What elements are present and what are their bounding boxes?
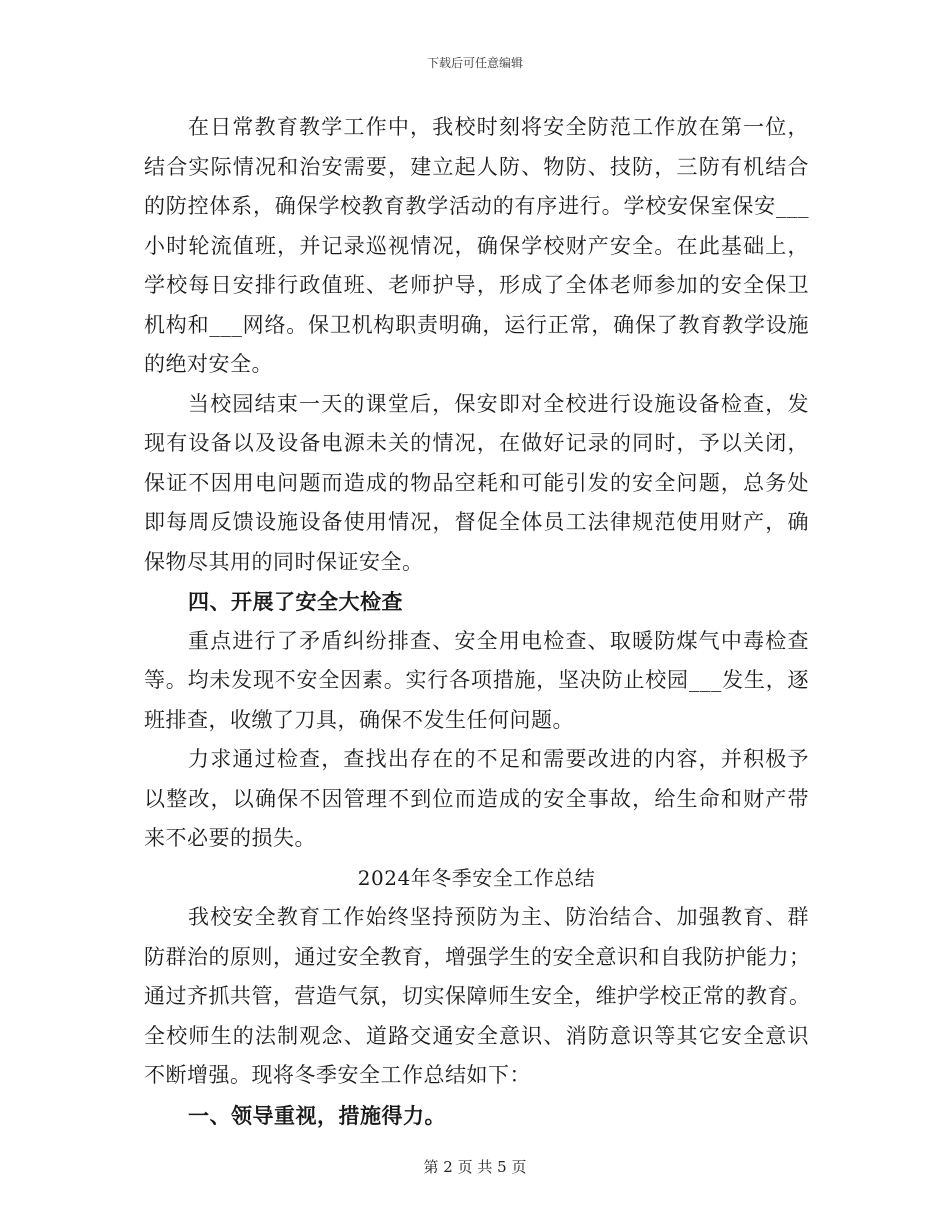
paragraph-equipment-check	[144, 385, 809, 583]
paragraph-campus-security	[144, 108, 809, 385]
text-line: 的防控体系，确保学校教育教学活动的有序进行。学校安保室保安___	[144, 194, 809, 218]
page-footer: 第 2 页 共 5 页	[423, 1158, 527, 1176]
paragraph-inspection-items	[144, 622, 809, 741]
text-line: 以整改，以确保不因管理不到位而造成的安全事故，给生命和财产带	[144, 786, 809, 811]
document-body	[144, 108, 809, 1135]
text-line: 力求通过检查，查找出存在的不足和需要改进的内容，并积极予	[188, 747, 809, 771]
text-line: 当校园结束一天的课堂后，保安即对全校进行设施设备检查，发	[188, 391, 809, 416]
text-line: 等。均未发现不安全因素。实行各项措施，坚决防止校园___发生，逐	[144, 668, 809, 692]
section-heading: 四、开展了安全大检查	[188, 589, 403, 614]
document-title: 2024年冬季安全工作总结	[357, 865, 596, 890]
text-line: 结合实际情况和治安需要，建立起人防、物防、技防，三防有机结合	[144, 154, 809, 179]
text-line: 重点进行了矛盾纠纷排查、安全用电检查、取暖防煤气中毒检查	[188, 628, 809, 653]
text-line: 保物尽其用的同时保证安全。	[144, 549, 424, 574]
text-line: 保证不因用电问题而造成的物品空耗和可能引发的安全问题，总务处	[144, 470, 809, 495]
text-line: 我校安全教育工作始终坚持预防为主、防治结合、加强教育、群	[188, 905, 809, 929]
text-line: 学校每日安排行政值班、老师护导，形成了全体老师参加的安全保卫	[144, 273, 809, 297]
text-line: 来不必要的损失。	[144, 826, 316, 850]
text-line: 现有设备以及设备电源未关的情况，在做好记录的同时，予以关闭，	[144, 431, 809, 455]
paragraph-introduction	[144, 898, 809, 1096]
text-line: 不断增强。现将冬季安全工作总结如下：	[144, 1063, 531, 1087]
page-header: 下载后可任意编辑	[426, 56, 523, 70]
paragraph-rectification	[144, 740, 809, 859]
text-line: 班排查，收缴了刀具，确保不发生任何问题。	[144, 707, 574, 732]
text-line: 机构和___网络。保卫机构职责明确，运行正常，确保了教育教学设施	[144, 312, 809, 337]
text-line: 小时轮流值班，并记录巡视情况，确保学校财产安全。在此基础上，	[144, 233, 809, 258]
text-line: 通过齐抓共管，营造气氛，切实保障师生安全，维护学校正常的教育。	[144, 984, 811, 1008]
text-line: 即每周反馈设施设备使用情况，督促全体员工法律规范使用财产，确	[144, 510, 809, 534]
section-heading: 一、领导重视，措施得力。	[188, 1102, 446, 1128]
text-line: 在日常教育教学工作中，我校时刻将安全防范工作放在第一位，	[188, 115, 809, 139]
text-line: 全校师生的法制观念、道路交通安全意识、消防意识等其它安全意识	[144, 1023, 809, 1048]
text-line: 的绝对安全。	[144, 352, 273, 376]
text-line: 防群治的原则，通过安全教育，增强学生的安全意识和自我防护能力；	[144, 944, 811, 969]
